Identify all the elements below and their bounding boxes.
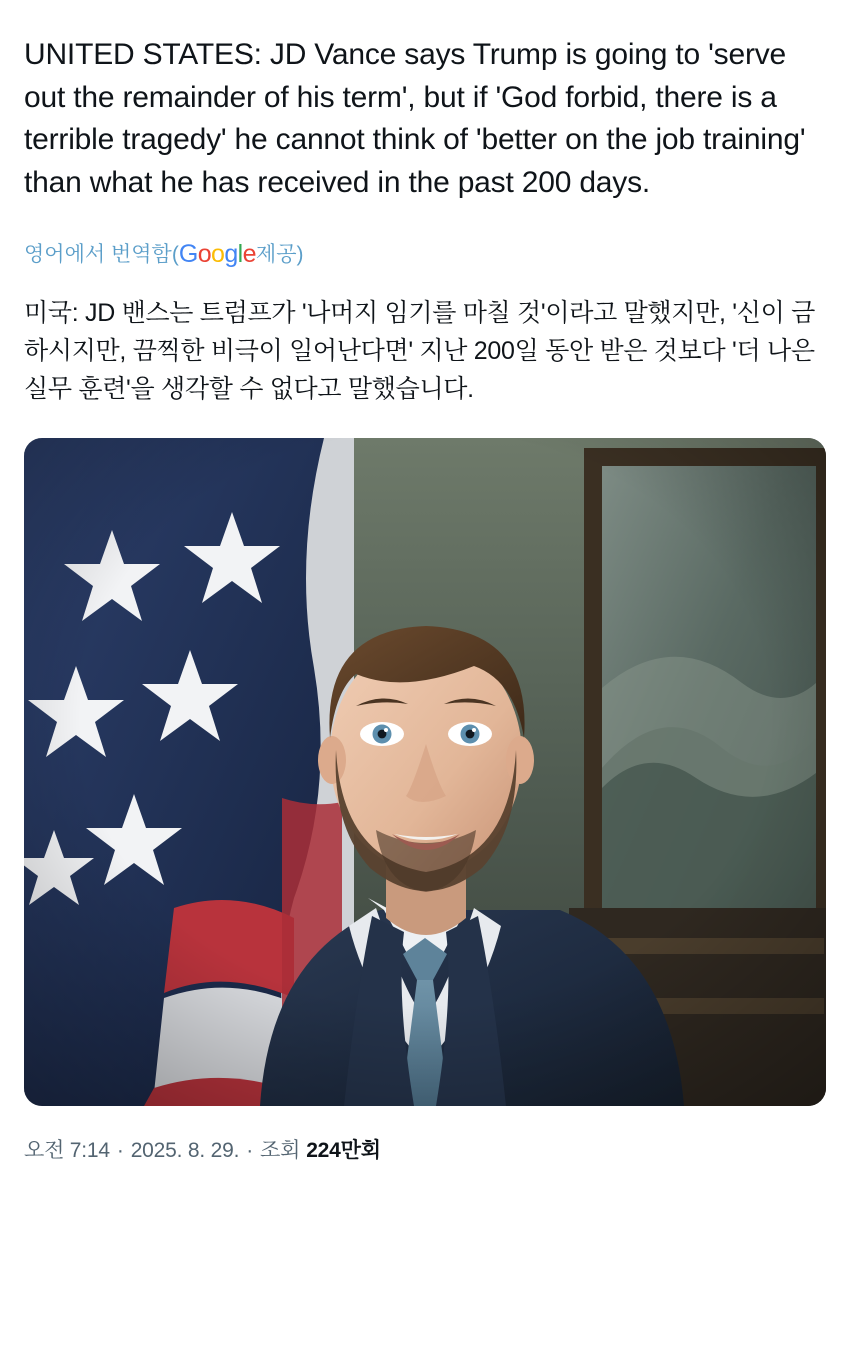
post-translated-text: 미국: JD 밴스는 트럼프가 '나머지 임기를 마칠 것'이라고 말했지만, '신이 금하시지만, 끔찍한 비극이 일어난다면' 지난 200일 동안 받은 것보다 '더 나은 실무 훈련'을 생각할 수 없다고 말했습니다. (24, 299, 822, 404)
google-logo-text (179, 240, 256, 269)
views-label: 조회 (260, 1139, 301, 1163)
post-time: 오전 7:14 (24, 1139, 110, 1163)
views-count: 224만회 (306, 1139, 381, 1163)
portrait-illustration (24, 438, 826, 1106)
translation-provider-label: 제공) (255, 243, 304, 267)
google-letter-g1: G (178, 240, 198, 269)
google-letter-l: l (237, 240, 243, 269)
google-letter-o2: o (211, 240, 225, 269)
post-image[interactable] (24, 438, 826, 1106)
meta-separator-1: · (116, 1139, 124, 1163)
translated-from-label: 영어에서 번역함( (24, 243, 179, 267)
google-letter-o1: o (197, 240, 212, 269)
post-meta (24, 1134, 826, 1164)
google-letter-e: e (242, 240, 256, 269)
post-date: 2025. 8. 29. (130, 1139, 240, 1163)
google-letter-g2: g (224, 240, 238, 269)
translation-notice[interactable] (24, 238, 826, 268)
post-original-text: UNITED STATES: JD Vance says Trump is going to 'serve out the remainder of his term', but if 'God forbid, there is a terrible tragedy' he cannot think of 'better on the job training' than what he has received in the past 200 days. (24, 38, 814, 199)
meta-separator-2: · (246, 1139, 254, 1163)
